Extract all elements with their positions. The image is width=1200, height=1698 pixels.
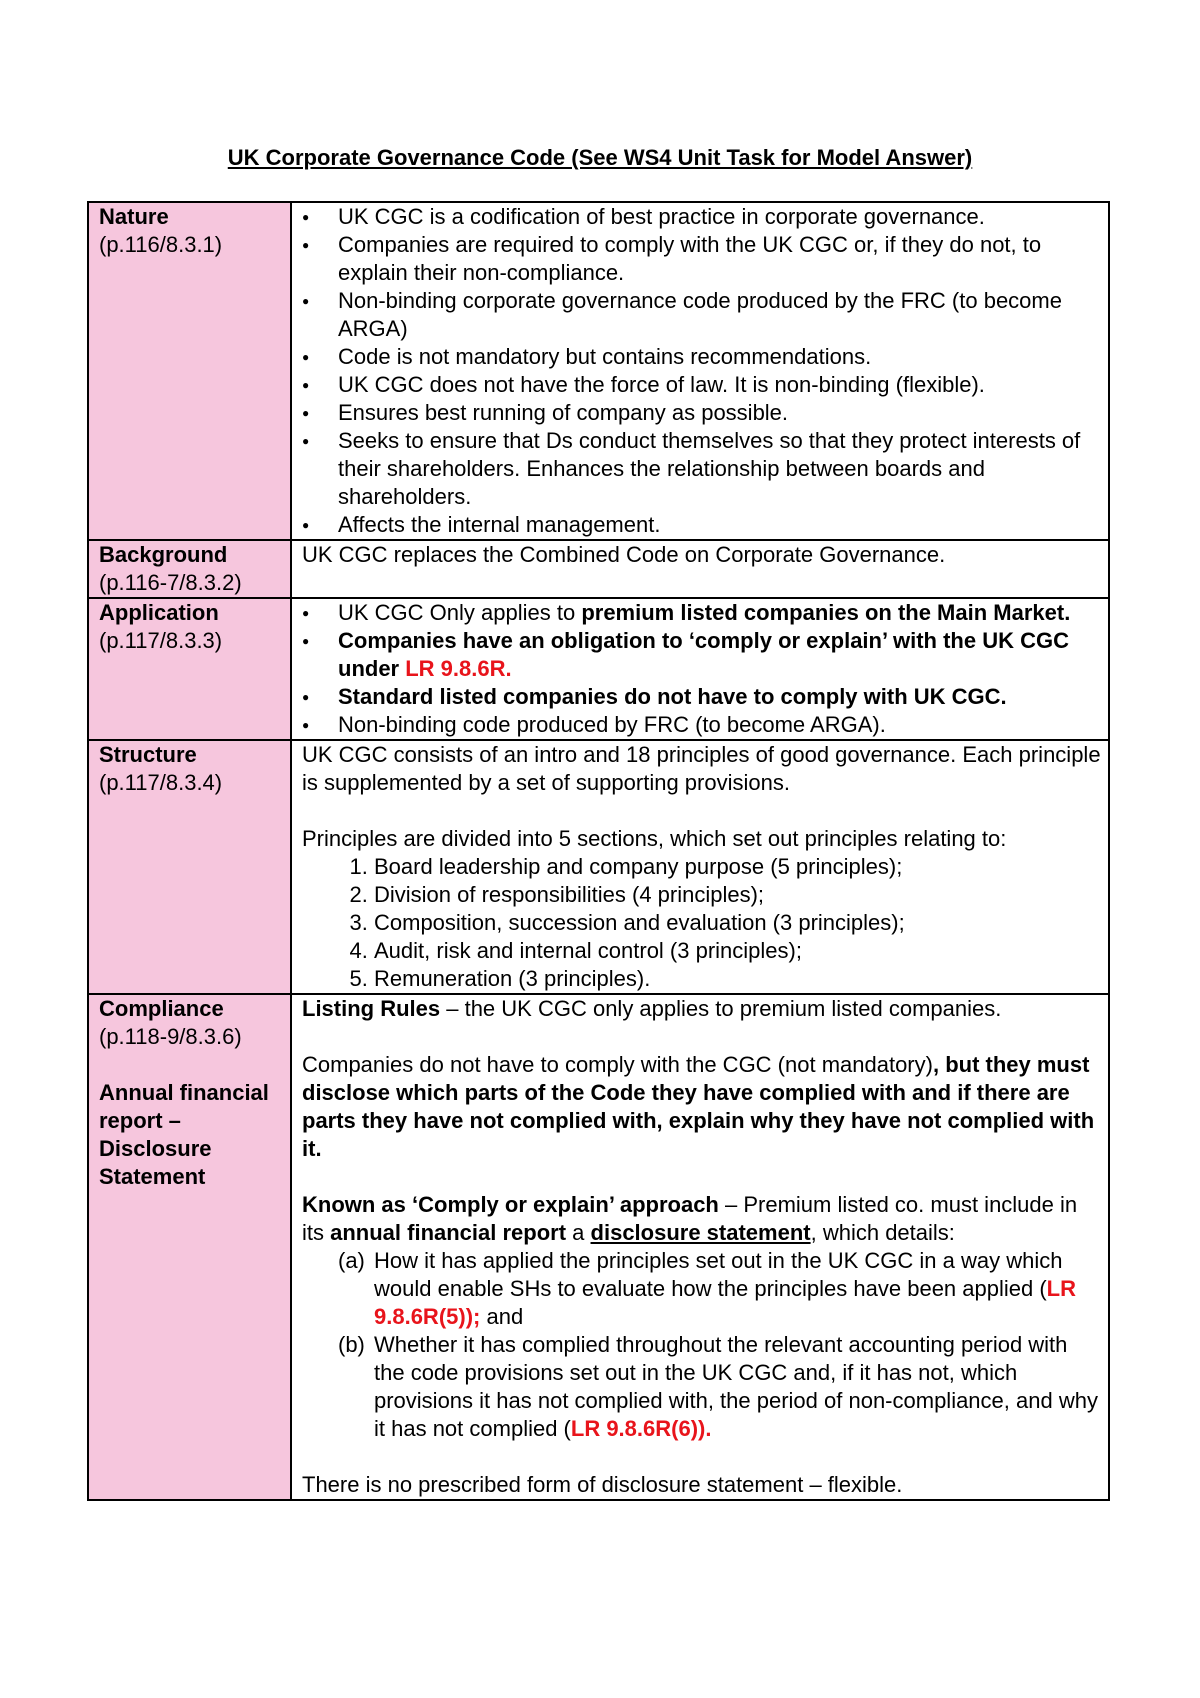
text-run-bold: Listing Rules <box>302 996 441 1021</box>
list-item: ● Affects the internal management. <box>338 511 1103 539</box>
list-item <box>338 627 1103 683</box>
list-item: ● Code is not mandatory but contains recommendations. <box>338 343 1103 371</box>
compliance-p1 <box>302 995 1103 1023</box>
list-item <box>338 683 1103 711</box>
text-run: , which details: <box>810 1220 955 1245</box>
disclosure-details-list <box>302 1247 1103 1443</box>
text-run-bold-underlined: disclosure statement <box>590 1220 811 1245</box>
label-cell-nature <box>88 202 291 540</box>
list-item: 3. Composition, succession and evaluation (3 principles); <box>374 909 1103 937</box>
list-item: ● Seeks to ensure that Ds conduct themselves so that they protect interests of their shareholders. Enhances the relationship between boards and shareholders. <box>338 427 1103 511</box>
background-text: UK CGC replaces the Combined Code on Corporate Governance. <box>302 542 946 567</box>
content-cell-application <box>291 598 1109 740</box>
row-structure <box>88 740 1109 994</box>
text-run-bold: Known as ‘Comply or explain’ approach <box>302 1192 719 1217</box>
content-cell-compliance <box>291 994 1109 1500</box>
label-cell-application <box>88 598 291 740</box>
rule-reference: LR 9.8.6R(6)). <box>570 1416 712 1441</box>
list-marker: (b) <box>338 1332 365 1357</box>
list-item: 2. Division of responsibilities (4 principles); <box>374 881 1103 909</box>
list-item <box>338 599 1103 627</box>
row-ref: (p.117/8.3.3) <box>99 628 223 653</box>
structure-sections-list <box>302 853 1103 993</box>
row-ref: (p.118-9/8.3.6) <box>99 1024 242 1049</box>
text-run: a <box>566 1220 591 1245</box>
list-item: ● Companies are required to comply with the UK CGC or, if they do not, to explain their non-compliance. <box>338 231 1103 287</box>
list-item: 1. Board leadership and company purpose (5 principles); <box>374 853 1103 881</box>
text-run-bold: Standard listed companies do not have to comply with UK CGC. <box>338 684 1007 709</box>
application-list <box>302 599 1103 739</box>
text-run: – the UK CGC only applies to premium listed companies. <box>440 996 1002 1021</box>
row-sublabel: Annual financial report – Disclosure Statement <box>99 1080 269 1189</box>
row-background <box>88 540 1109 598</box>
text-run: and <box>480 1304 524 1329</box>
content-cell-background <box>291 540 1109 598</box>
list-item: ● UK CGC does not have the force of law. It is non-binding (flexible). <box>338 371 1103 399</box>
row-compliance <box>88 994 1109 1500</box>
structure-intro: UK CGC consists of an intro and 18 principles of good governance. Each principle is supplemented by a set of supporting provisions. <box>302 742 1101 795</box>
text-run: Companies do not have to comply with the CGC (not mandatory) <box>302 1052 933 1077</box>
text-run: UK CGC Only applies to <box>338 600 582 625</box>
compliance-p3 <box>302 1191 1103 1247</box>
text-run-bold: annual financial report <box>330 1220 567 1245</box>
list-item: ● Non-binding code produced by FRC (to become ARGA). <box>338 711 1103 739</box>
compliance-p4: There is no prescribed form of disclosure statement – flexible. <box>302 1472 903 1497</box>
list-item: ● Ensures best running of company as possible. <box>338 399 1103 427</box>
list-item: 5. Remuneration (3 principles). <box>374 965 1103 993</box>
text-run-bold: premium listed companies on the Main Market. <box>581 600 1071 625</box>
governance-table <box>87 201 1110 1501</box>
list-item: ● Non-binding corporate governance code produced by the FRC (to become ARGA) <box>338 287 1103 343</box>
page-title: UK Corporate Governance Code (See WS4 Unit Task for Model Answer) <box>227 145 973 170</box>
list-marker: (a) <box>338 1248 365 1273</box>
list-item: 4. Audit, risk and internal control (3 principles); <box>374 937 1103 965</box>
list-item <box>338 1247 1103 1331</box>
rule-reference: LR 9.8.6R. <box>405 656 512 681</box>
row-ref: (p.116-7/8.3.2) <box>99 570 242 595</box>
rule-reference: LR 9.8.6R(5)); <box>374 1276 1076 1329</box>
list-item: ● UK CGC is a codification of best practice in corporate governance. <box>338 203 1103 231</box>
text-run: Whether it has complied throughout the relevant accounting period with the code provisions set out in the UK CGC and, if it has not, which provisions it has not complied with, the period of non-compliance, and why it has not complied ( <box>374 1332 1098 1441</box>
text-run: – Premium listed co. must include in its <box>302 1192 1078 1245</box>
row-nature <box>88 202 1109 540</box>
row-label: Background <box>99 542 228 567</box>
compliance-p2 <box>302 1051 1103 1163</box>
label-cell-background <box>88 540 291 598</box>
row-label: Nature <box>99 204 169 229</box>
row-application <box>88 598 1109 740</box>
text-run-bold: , but they must disclose which parts of the Code they have complied with and if there are parts they have not complied with, explain why they have not complied with it. <box>302 1052 1095 1161</box>
content-cell-nature <box>291 202 1109 540</box>
row-ref: (p.117/8.3.4) <box>99 770 223 795</box>
row-label: Structure <box>99 742 197 767</box>
content-cell-structure <box>291 740 1109 994</box>
row-label: Application <box>99 600 219 625</box>
label-cell-compliance <box>88 994 291 1500</box>
text-run: How it has applied the principles set out in the UK CGC in a way which would enable SHs to evaluate how the principles have been applied ( <box>374 1248 1063 1301</box>
list-item <box>338 1331 1103 1443</box>
structure-lead: Principles are divided into 5 sections, which set out principles relating to: <box>302 826 1007 851</box>
text-run-bold: Companies have an obligation to ‘comply or explain’ with the UK CGC under <box>338 628 1069 681</box>
label-cell-structure <box>88 740 291 994</box>
row-label: Compliance <box>99 996 224 1021</box>
nature-list <box>302 203 1103 539</box>
row-ref: (p.116/8.3.1) <box>99 232 223 257</box>
